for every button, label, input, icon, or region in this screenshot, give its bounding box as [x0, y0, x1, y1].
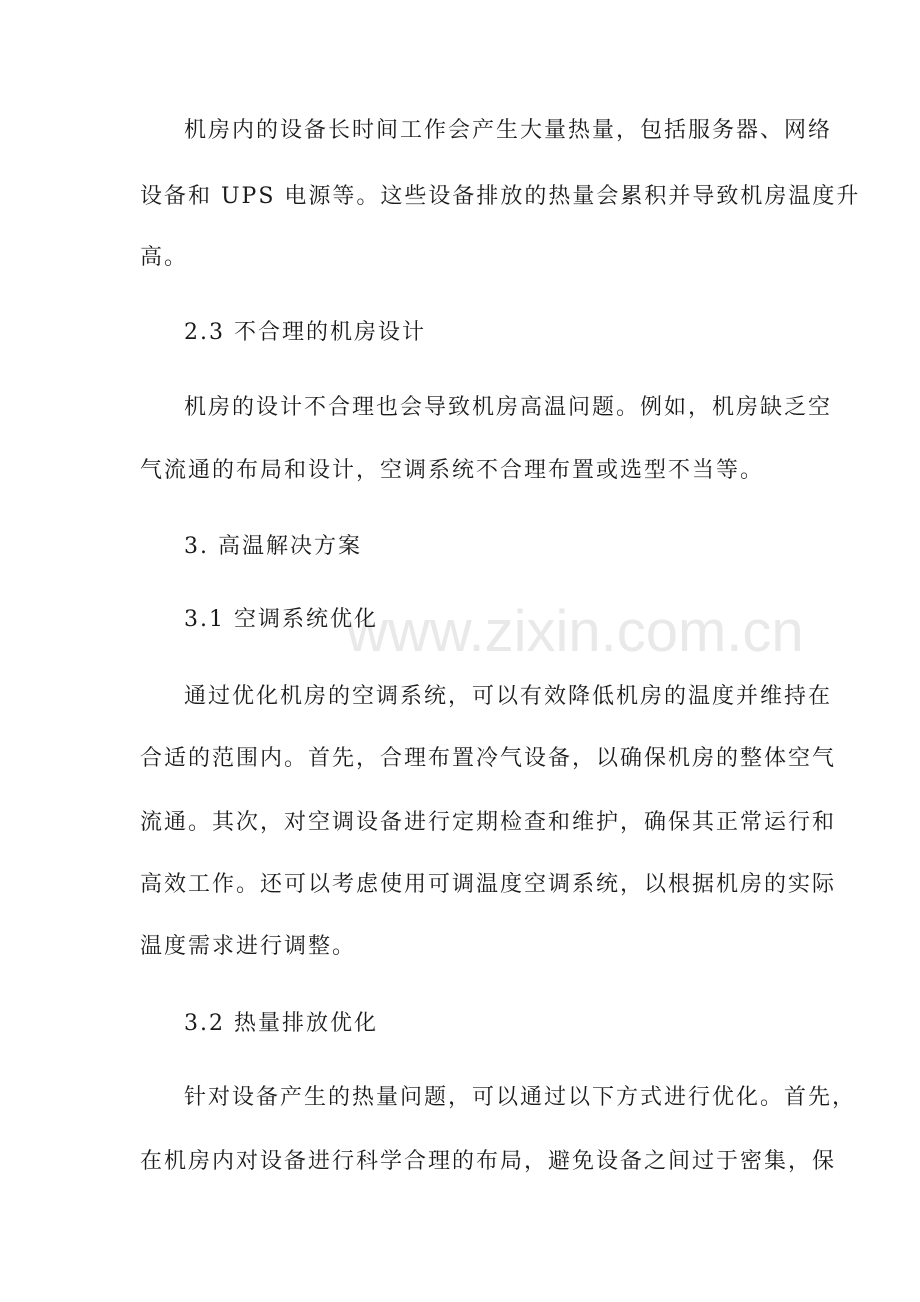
paragraph-line: 流通。其次，对空调设备进行定期检查和维护，确保其正常运行和	[140, 810, 837, 835]
paragraph-line: 在机房内对设备进行科学合理的布局，避免设备之间过于密集，保	[140, 1149, 837, 1174]
paragraph-line: 机房内的设备长时间工作会产生大量热量，包括服务器、网络	[184, 118, 833, 143]
paragraph-line: 设备和 UPS 电源等。这些设备排放的热量会累积并导致机房温度升	[140, 184, 861, 209]
paragraph-line: 高效工作。还可以考虑使用可调温度空调系统，以根据机房的实际	[140, 872, 837, 897]
paragraph-line: 合适的范围内。首先，合理布置冷气设备，以确保机房的整体空气	[140, 746, 837, 771]
section-heading: 2.3 不合理的机房设计	[184, 320, 426, 345]
section-heading: 3. 高温解决方案	[184, 534, 362, 559]
paragraph-line: 通过优化机房的空调系统，可以有效降低机房的温度并维持在	[184, 684, 833, 709]
watermark: www.zixin.com.cn	[346, 599, 804, 664]
paragraph-line: 温度需求进行调整。	[140, 934, 357, 959]
paragraph-line: 机房的设计不合理也会导致机房高温问题。例如，机房缺乏空	[184, 395, 833, 420]
section-heading: 3.2 热量排放优化	[184, 1011, 378, 1036]
paragraph-line: 气流通的布局和设计，空调系统不合理布置或选型不当等。	[140, 458, 765, 483]
paragraph-line: 高。	[140, 245, 189, 270]
section-heading: 3.1 空调系统优化	[184, 607, 378, 632]
paragraph-line: 针对设备产生的热量问题，可以通过以下方式进行优化。首先，	[184, 1085, 857, 1110]
